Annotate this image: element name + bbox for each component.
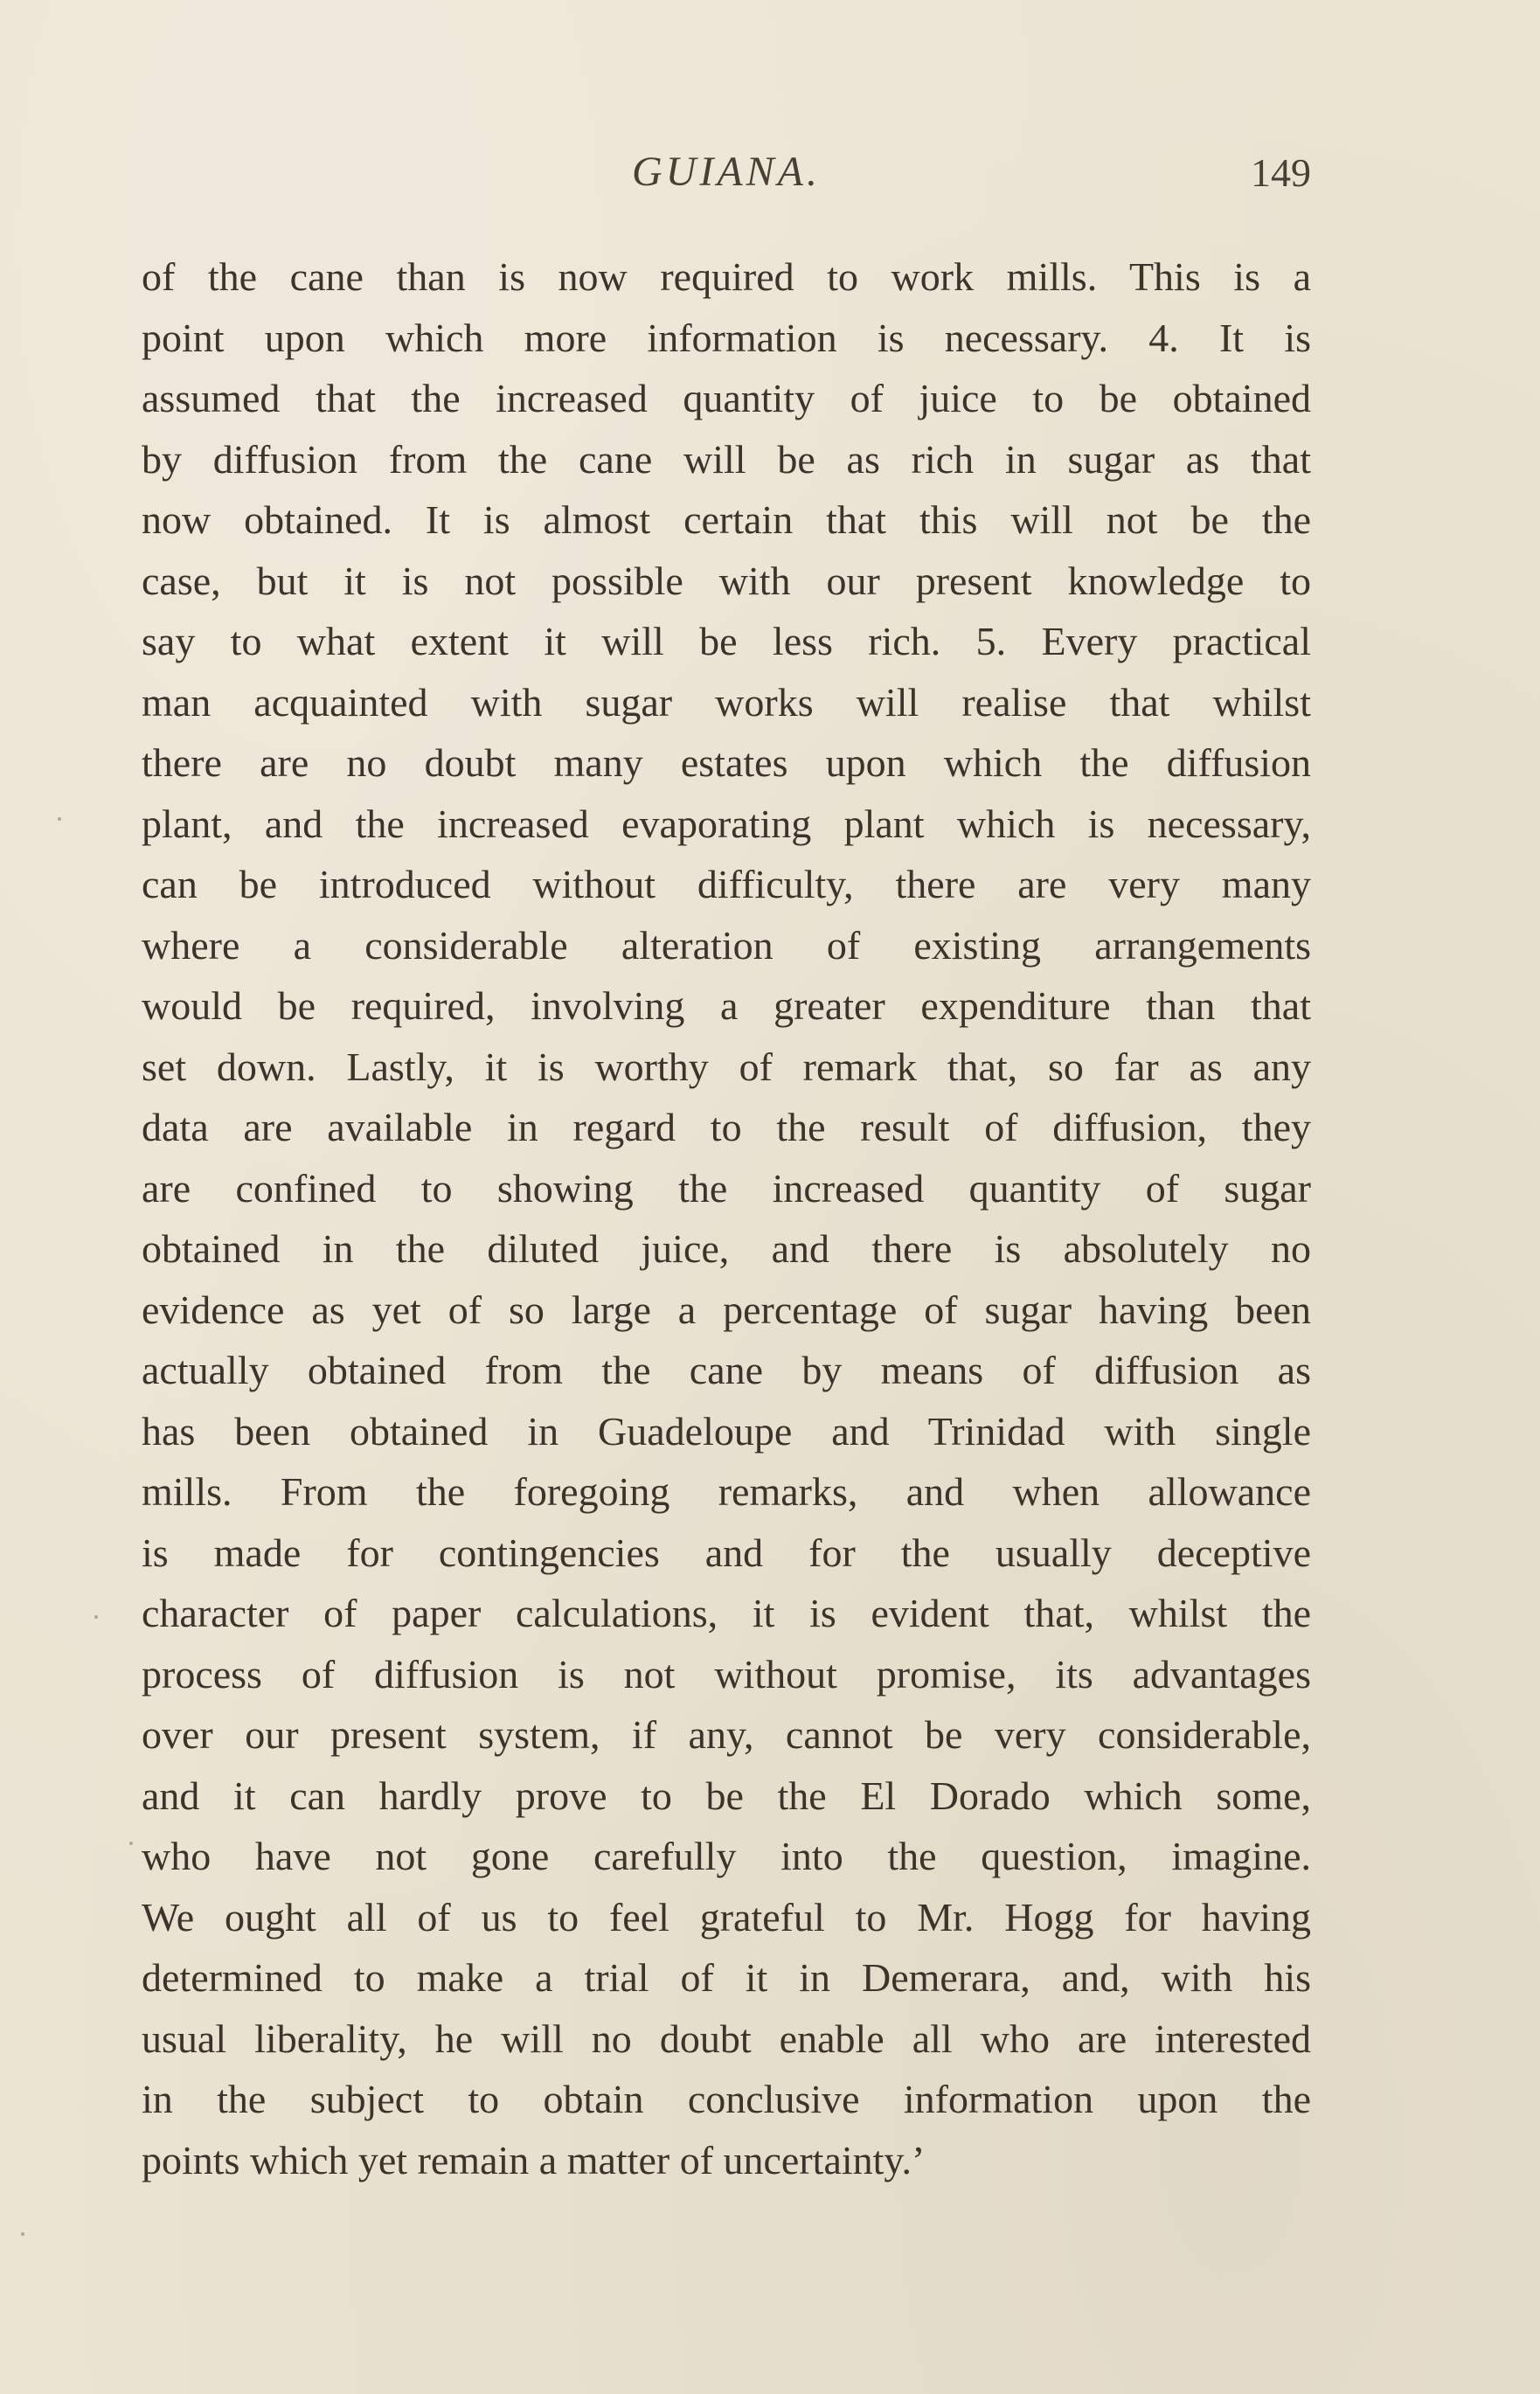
text-line: who have not gone carefully into the question, imagine. — [142, 1834, 1311, 1878]
text-line: assumed that the increased quantity of juice to be obtained — [142, 376, 1311, 420]
text-line: can be introduced without difficulty, there are very many — [142, 862, 1311, 906]
text-line: say to what extent it will be less rich. 5. Every practical — [142, 619, 1311, 663]
text-line: where a considerable alteration of existing arrangements — [142, 922, 1311, 968]
paper-speck — [94, 1615, 98, 1619]
running-title: GUIANA. — [632, 149, 821, 195]
text-line: usual liberality, he will no doubt enable all who are interested — [142, 2016, 1311, 2061]
text-line: is made for contingencies and for the usually deceptive — [142, 1530, 1311, 1575]
running-head — [142, 144, 1311, 205]
text-line: are confined to showing the increased quantity of sugar — [142, 1165, 1311, 1211]
paper-speck — [58, 817, 61, 821]
text-line: now obtained. It is almost certain that this will not be the — [142, 497, 1311, 542]
text-line: process of diffusion is not without promise, its advantages — [142, 1651, 1311, 1697]
text-line: of the cane than is now required to work mills. This is a — [142, 254, 1311, 299]
text-line: plant, and the increased evaporating plant which is necessary, — [142, 801, 1311, 846]
paper-speck — [129, 1842, 133, 1845]
text-line: case, but it is not possible with our present knowledge to — [142, 558, 1311, 603]
text-line: point upon which more information is necessary. 4. It is — [142, 315, 1311, 360]
text-line-last: points which yet remain a matter of uncertainty.’ — [142, 2137, 926, 2182]
text-line: man acquainted with sugar works will realise that whilst — [142, 679, 1311, 725]
text-line: over our present system, if any, cannot be very considerable, — [142, 1712, 1311, 1757]
text-line: set down. Lastly, it is worthy of remark that, so far as any — [142, 1044, 1311, 1089]
text-line: We ought all of us to feel grateful to Mr. Hogg for having — [142, 1894, 1311, 1939]
text-line: there are no doubt many estates upon which the diffusion — [142, 740, 1311, 785]
text-line: would be required, involving a greater expenditure than that — [142, 983, 1311, 1028]
text-line: data are available in regard to the result of diffusion, they — [142, 1105, 1311, 1149]
paper-speck — [21, 2232, 24, 2236]
text-line: mills. From the foregoing remarks, and when allowance — [142, 1469, 1311, 1514]
text-line: obtained in the diluted juice, and there is absolutely no — [142, 1226, 1311, 1271]
text-line: evidence as yet of so large a percentage of sugar having been — [142, 1287, 1311, 1332]
text-line: in the subject to obtain conclusive information upon the — [142, 2077, 1311, 2121]
text-line: actually obtained from the cane by means of diffusion as — [142, 1348, 1311, 1392]
text-line: by diffusion from the cane will be as rich in sugar as that — [142, 436, 1311, 482]
text-line: determined to make a trial of it in Demerara, and, with his — [142, 1955, 1311, 2000]
text-line: has been obtained in Guadeloupe and Trinidad with single — [142, 1408, 1311, 1454]
text-line: character of paper calculations, it is evident that, whilst the — [142, 1591, 1311, 1635]
text-line: and it can hardly prove to be the El Dorado which some, — [142, 1773, 1311, 1818]
body-text — [142, 246, 1311, 2190]
page-number: 149 — [1251, 150, 1311, 195]
